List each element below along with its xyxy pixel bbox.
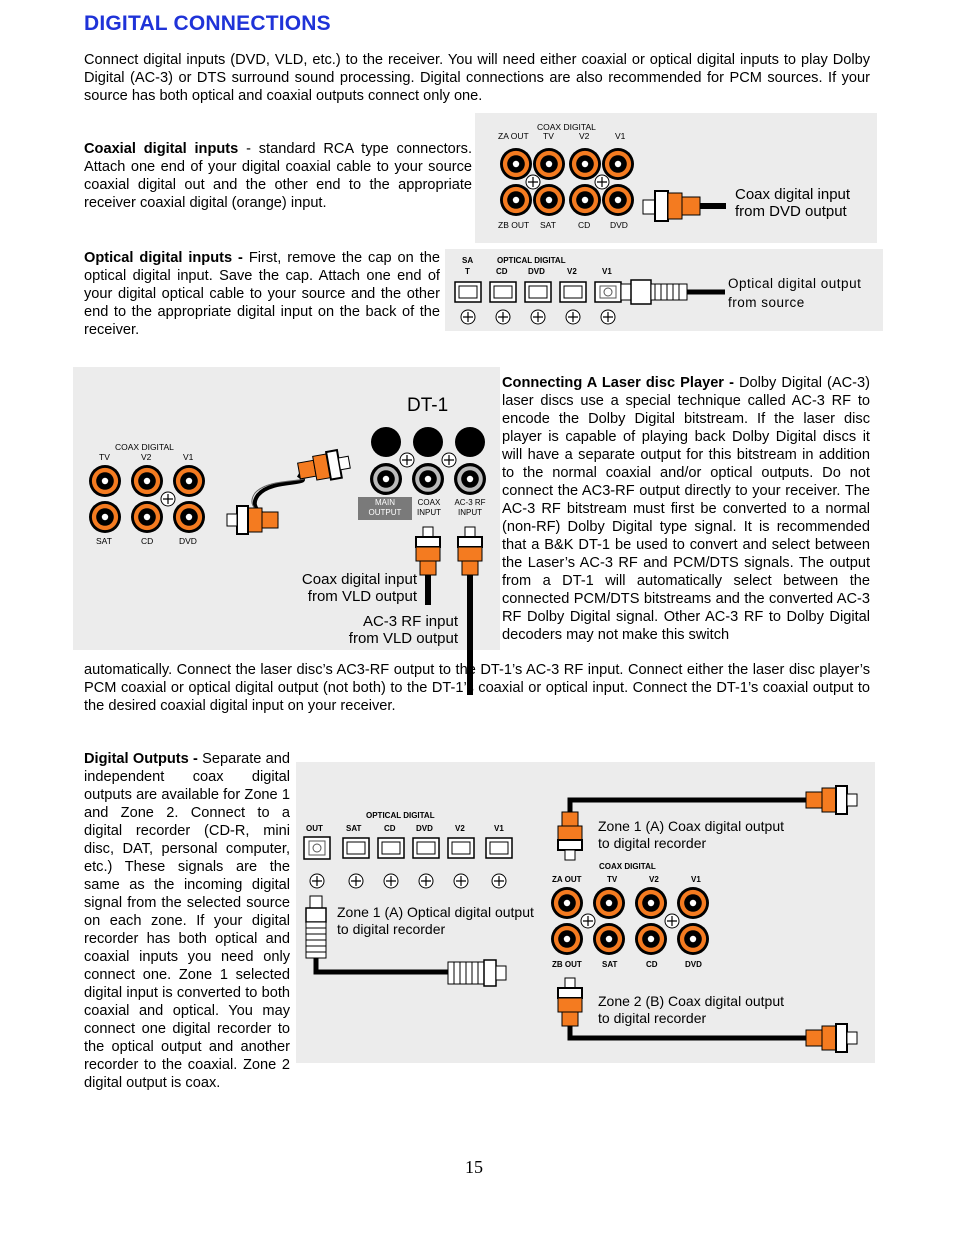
out-coax-bottom-label: CD xyxy=(646,960,658,969)
outputs-body: Separate and independent coax digital outputs are available for Zone 1 and Zone 2. Connect to a digital recorder (CD-R, mini disc, DAT, personal computer, etc.) These signals are the same as the incoming digital signal from the selected source on each zone. If your digital recorder has both optical and coaxial inputs you need only connect one. Zone 1 selected digital input is converted to both coaxial and optical. You may connect one digital recorder to the optical output and another recorder to the coaxial. Zone 2 digital output is coax. xyxy=(84,751,290,1091)
rca-jack-icon xyxy=(551,923,583,955)
ld-caption-ac3 xyxy=(333,614,458,647)
rca-jack-icon xyxy=(593,923,625,955)
screw-icon xyxy=(526,175,540,189)
rca-jack-icon xyxy=(569,148,601,180)
optical-port-icon xyxy=(560,282,586,302)
optical-input-panel xyxy=(445,249,883,331)
screw-icon xyxy=(400,453,414,467)
optical-sat-label: SA xyxy=(462,256,474,265)
dt1-knob-icon xyxy=(455,427,485,457)
zone2-coax-caption xyxy=(598,993,784,1027)
optical-output-port-icon xyxy=(595,282,621,302)
rca-jack-icon xyxy=(131,465,163,497)
out-optical-label: CD xyxy=(384,824,396,833)
optical-heading: Optical digital inputs - xyxy=(84,250,243,266)
screw-icon xyxy=(161,492,175,506)
out-coax-bottom-label: ZB OUT xyxy=(552,960,582,969)
laser-paragraph xyxy=(502,374,870,644)
screw-icon xyxy=(461,310,475,324)
ld-coax-group-label: COAX DIGITAL xyxy=(115,442,174,452)
coax-bottom-label: CD xyxy=(578,220,591,230)
rca-jack-icon xyxy=(370,463,402,495)
ld-coax-top-label: V1 xyxy=(183,452,194,462)
screw-icon xyxy=(595,175,609,189)
ac3-input-line2: INPUT xyxy=(458,508,482,517)
coax-caption-line2: from DVD output xyxy=(735,202,847,220)
rca-jack-icon xyxy=(173,501,205,533)
rca-jack-icon xyxy=(602,184,634,216)
optical-port-icon xyxy=(486,838,512,858)
rca-jack-icon xyxy=(500,184,532,216)
optical-port-icon xyxy=(448,838,474,858)
rca-jack-icon xyxy=(533,148,565,180)
coax-input-panel xyxy=(475,113,877,243)
optical-port-icon xyxy=(413,838,439,858)
rca-jack-icon xyxy=(412,463,444,495)
optical-port-icon xyxy=(455,282,481,302)
zone1-optical-caption xyxy=(337,904,534,938)
screw-icon xyxy=(454,874,468,888)
rca-jack-icon xyxy=(131,501,163,533)
optical-plug-icon xyxy=(621,280,725,304)
laser-disc-graphic xyxy=(73,367,500,650)
rca-plug-icon xyxy=(558,978,582,1026)
out-optical-label: V1 xyxy=(494,824,504,833)
zone1-optical-line2: to digital recorder xyxy=(337,921,446,937)
screw-icon xyxy=(419,874,433,888)
laser-body-right: Dolby Digital (AC-3) laser discs use a special technique called AC-3 RF to encode the Dolby Digital bitstream. If the laser disc player is capable of playing back Dolby Digital discs it will have a separate output for this bitstream in addition to the normal coaxial and/or optical outputs. Do not connect the AC3-RF output directly to your receiver. The AC-3 RF bitstream must first be converted to a normal (non-RF) Dolby Digital type signal. It is recommended that a B&K DT-1 be used to convert and select between the Laser’s AC-3 RF and PCM/DTS signals. The output from a DT-1 will automatically select between the connected PCM/DTS bitstreams and the converted AC-3 RF Dolby Digital signal. Other AC-3 RF to Dolby Digital decoders may not make this switch xyxy=(502,375,871,643)
rca-jack-icon xyxy=(89,465,121,497)
coax-caption-line1: Coax digital input xyxy=(735,186,851,203)
zone2-coax-line1: Zone 2 (B) Coax digital output xyxy=(598,993,784,1009)
optical-port-icon xyxy=(343,838,369,858)
optical-port-label: CD xyxy=(496,267,508,276)
ld-coax-top-label: V2 xyxy=(141,452,152,462)
screw-icon xyxy=(349,874,363,888)
coax-group-label: COAX DIGITAL xyxy=(537,122,596,132)
screw-icon xyxy=(601,310,615,324)
zone1-optical-line1: Zone 1 (A) Optical digital output xyxy=(337,904,534,920)
zone1-coax-line1: Zone 1 (A) Coax digital output xyxy=(598,818,784,834)
optical-port-icon xyxy=(378,838,404,858)
dt1-knob-icon xyxy=(371,427,401,457)
screw-icon xyxy=(496,310,510,324)
zone1-coax-line2: to digital recorder xyxy=(598,835,707,851)
screw-icon xyxy=(531,310,545,324)
ld-caption-ac3-line1: AC-3 RF input xyxy=(362,613,458,630)
digital-outputs-panel xyxy=(296,762,875,1063)
screw-icon xyxy=(310,874,324,888)
out-optical-label: V2 xyxy=(455,824,465,833)
laser-paragraph-continued: automatically. Connect the laser disc’s AC3-RF output to the DT-1’s AC-3 RF input. Connect either the laser disc player’s PCM coaxial or optical digital output (not both) to the DT-1’s coaxial or optical input. Connect the DT-1’s coaxial output to the desired coaxial digital input on your receiver. xyxy=(84,662,870,714)
page-title: DIGITAL CONNECTIONS xyxy=(84,12,331,35)
ld-coax-bottom-label: SAT xyxy=(96,536,112,546)
screw-icon xyxy=(581,914,595,928)
optical-caption-line2: from source xyxy=(728,295,805,310)
ld-coax-bottom-label: CD xyxy=(141,536,154,546)
screw-icon xyxy=(492,874,506,888)
out-coax-group-label: COAX DIGITAL xyxy=(599,862,656,871)
coax-bottom-label: DVD xyxy=(610,220,628,230)
optical-port-label: DVD xyxy=(528,267,545,276)
ld-coax-bottom-label: DVD xyxy=(179,536,197,546)
main-output-line1: MAIN xyxy=(375,498,395,507)
rca-jack-icon xyxy=(533,184,565,216)
optical-port-icon xyxy=(525,282,551,302)
coax-top-label: V1 xyxy=(615,131,626,141)
out-coax-top-label: V1 xyxy=(691,875,701,884)
rca-plug-icon xyxy=(643,191,726,221)
optical-group-label: OPTICAL DIGITAL xyxy=(497,256,566,265)
rca-jack-icon xyxy=(551,887,583,919)
intro-paragraph: Connect digital inputs (DVD, VLD, etc.) to the receiver. You will need either coaxial or optical digital inputs to play Dolby Digital (AC-3) or DTS surround sound processing. Digital connections are also recommended for PCM sources. If your source has both optical and coaxial outputs connect only one. xyxy=(84,52,870,104)
out-coax-bottom-label: DVD xyxy=(685,960,702,969)
coax-top-label: ZA OUT xyxy=(498,131,529,141)
out-optical-label: OUT xyxy=(306,824,323,833)
rca-jack-icon xyxy=(569,184,601,216)
zone1-coax-caption xyxy=(598,818,784,852)
coax-input-line1: COAX xyxy=(417,498,441,507)
ld-caption-coax-line2: from VLD output xyxy=(307,587,417,605)
coax-top-label: TV xyxy=(543,131,554,141)
screw-icon xyxy=(442,453,456,467)
coax-paragraph xyxy=(84,140,472,212)
ld-caption-coax xyxy=(292,572,417,605)
optical-sat-label-2: T xyxy=(465,267,470,276)
rca-plug-icon xyxy=(806,786,857,814)
out-optical-label: SAT xyxy=(346,824,362,833)
rca-jack-icon xyxy=(173,465,205,497)
rca-jack-icon xyxy=(602,148,634,180)
screw-icon xyxy=(384,874,398,888)
laser-heading: Connecting A Laser disc Player - xyxy=(502,375,734,391)
main-output-line2: OUTPUT xyxy=(368,508,402,517)
dt1-knob-icon xyxy=(413,427,443,457)
rca-jack-icon xyxy=(89,501,121,533)
screw-icon xyxy=(566,310,580,324)
optical-output-port-icon xyxy=(304,837,330,859)
rca-jack xyxy=(500,148,634,216)
optical-paragraph xyxy=(84,249,440,339)
out-optical-group-label: OPTICAL DIGITAL xyxy=(366,811,435,820)
optical-plug-icon xyxy=(448,960,506,986)
rca-jack-icon xyxy=(500,148,532,180)
rca-jack-icon xyxy=(593,887,625,919)
outputs-paragraph xyxy=(84,750,290,1092)
coax-top-label: V2 xyxy=(579,131,590,141)
rca-plug-icon xyxy=(558,812,582,860)
coax-heading: Coaxial digital inputs xyxy=(84,141,239,157)
screw-icon xyxy=(665,914,679,928)
coax-bottom-label: SAT xyxy=(540,220,556,230)
coax-jacks-graphic xyxy=(475,113,877,243)
dt1-label: DT-1 xyxy=(407,395,449,416)
rca-jack-icon xyxy=(677,923,709,955)
optical-port-label: V1 xyxy=(602,267,612,276)
coax-bottom-label: ZB OUT xyxy=(498,220,530,230)
rca-jack-icon xyxy=(635,923,667,955)
optical-caption xyxy=(728,274,861,312)
coax-body: - standard RCA type connectors. Attach one end of your digital coaxial cable to your source coaxial digital out and the other end to the appropriate receiver coaxial digital (orange) input. xyxy=(84,141,473,211)
optical-plug-icon xyxy=(306,896,326,958)
rca-jack-icon xyxy=(677,887,709,919)
ld-caption-coax-line1: Coax digital input xyxy=(301,571,417,588)
rca-plug-icon xyxy=(416,527,440,605)
optical-port-icon xyxy=(490,282,516,302)
coax-caption xyxy=(735,187,850,220)
optical-body: First, remove the cap on the optical digital input. Save the cap. Attach one end of your digital optical cable to your source and the other end to the appropriate digital input on the back of the receiver. xyxy=(84,250,440,338)
ac3-input-line1: AC-3 RF xyxy=(454,498,486,507)
rca-jack-icon xyxy=(454,463,486,495)
optical-port-label: V2 xyxy=(567,267,577,276)
ld-caption-ac3-line2: from VLD output xyxy=(348,629,458,647)
out-optical-label: DVD xyxy=(416,824,433,833)
out-coax-top-label: V2 xyxy=(649,875,659,884)
outputs-heading: Digital Outputs - xyxy=(84,751,198,767)
out-coax-top-label: ZA OUT xyxy=(552,875,582,884)
rca-plug-icon xyxy=(227,506,278,534)
page-number: 15 xyxy=(465,1157,483,1177)
laser-disc-panel xyxy=(73,367,500,650)
rca-jack-icon xyxy=(635,887,667,919)
ld-coax-top-label: TV xyxy=(99,452,110,462)
rca-plug-icon xyxy=(806,1024,857,1052)
coax-input-line2: INPUT xyxy=(417,508,441,517)
out-coax-bottom-label: SAT xyxy=(602,960,618,969)
optical-caption-line1: Optical digital output xyxy=(728,276,862,291)
zone2-coax-line2: to digital recorder xyxy=(598,1010,707,1026)
out-coax-top-label: TV xyxy=(607,875,618,884)
